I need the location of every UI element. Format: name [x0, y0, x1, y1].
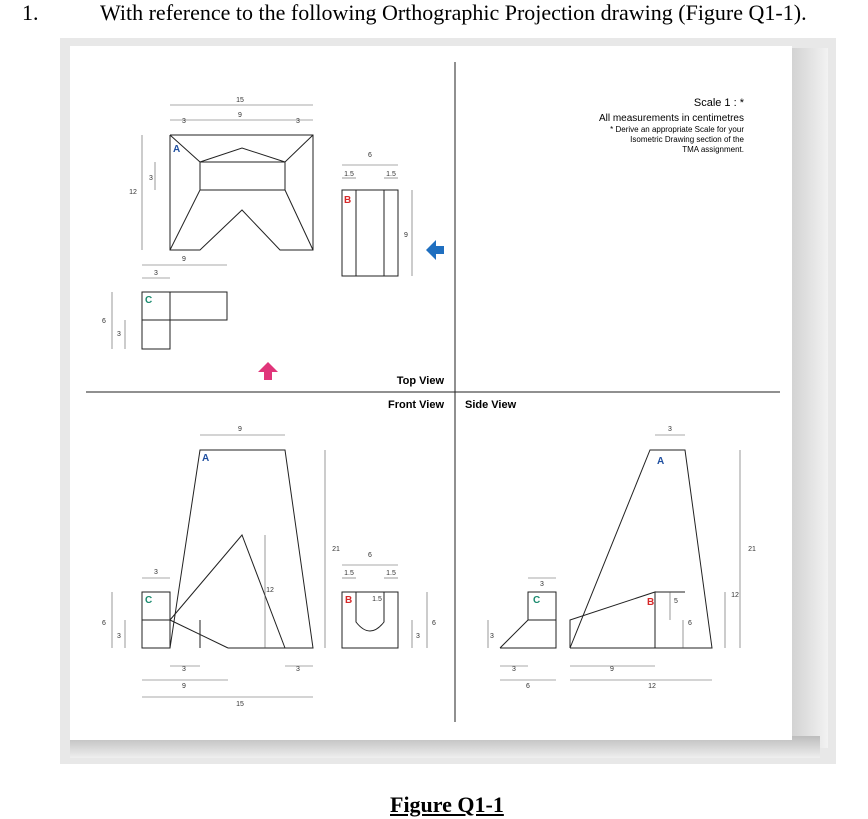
dim-1-5-b-front-left: 1.5 — [344, 570, 354, 577]
dim-3-front-base: 3 — [182, 666, 186, 673]
dim-12-top: 12 — [129, 189, 137, 196]
dim-3-c-top: 3 — [154, 270, 158, 277]
label-a-top: A — [173, 144, 181, 155]
front-view-label: Front View — [387, 399, 444, 411]
dim-9-top: 9 — [238, 112, 242, 119]
dim-9-front-base: 9 — [182, 683, 186, 690]
dim-3-side-base: 3 — [512, 666, 516, 673]
dim-5-side: 5 — [674, 598, 678, 605]
scale-label: Scale 1 : * — [693, 97, 744, 109]
dim-6-b-front: 6 — [368, 552, 372, 559]
dim-3-side-top: 3 — [668, 426, 672, 433]
side-view-label: Side View — [465, 399, 517, 411]
dim-12-front: 12 — [266, 587, 274, 594]
side-view — [500, 450, 712, 648]
dim-6-b-top: 6 — [368, 152, 372, 159]
note-line-2: Isometric Drawing section of the — [630, 135, 744, 144]
dim-15-top: 15 — [236, 97, 244, 104]
dim-6-side-v: 6 — [688, 620, 692, 627]
dim-9-side-base: 9 — [610, 666, 614, 673]
dim-9-front: 9 — [238, 426, 242, 433]
dim-12-side: 12 — [731, 592, 739, 599]
dim-1-5-b-top-left: 1.5 — [344, 171, 354, 178]
top-view-label: Top View — [396, 375, 444, 387]
label-b-front: B — [345, 595, 353, 606]
top-view-part-a — [170, 135, 313, 250]
dim-3-top-left: 3 — [182, 118, 186, 125]
dim-6-side-base: 6 — [526, 683, 530, 690]
dim-3-front-right: 3 — [296, 666, 300, 673]
dim-6-c-top: 6 — [102, 318, 106, 325]
dim-3-side-v: 3 — [490, 633, 494, 640]
label-a-front: A — [202, 453, 210, 464]
dim-3-b-front-v: 3 — [416, 633, 420, 640]
arrow-left-blue-icon — [426, 240, 444, 260]
question-number: 1. — [22, 0, 39, 25]
dim-1-5-b-top-right: 1.5 — [386, 171, 396, 178]
label-b-top: B — [344, 195, 352, 206]
dim-3-c-top-v: 3 — [117, 331, 121, 338]
dim-3-top-v: 3 — [149, 175, 153, 182]
label-c-side: C — [533, 595, 541, 606]
label-b-side: B — [647, 597, 655, 608]
dim-3-side-c: 3 — [540, 581, 544, 588]
label-c-front: C — [145, 595, 153, 606]
dim-1-5-b-front-right: 1.5 — [386, 570, 396, 577]
dim-12-side-base: 12 — [648, 683, 656, 690]
top-view-part-c — [142, 292, 227, 349]
dim-6-b-front-v: 6 — [432, 620, 436, 627]
front-view-part-a — [142, 450, 313, 648]
note-line-1: * Derive an appropriate Scale for your — [610, 125, 744, 134]
units-note: All measurements in centimetres — [598, 113, 744, 124]
arrow-up-pink-icon — [258, 362, 278, 380]
question-text: With reference to the following Orthographic Projection drawing (Figure Q1-1). — [100, 0, 807, 25]
note-line-3: TMA assignment. — [682, 145, 744, 154]
dim-3-top-right: 3 — [296, 118, 300, 125]
figure-caption: Figure Q1-1 — [390, 792, 504, 817]
dim-9-b-top: 9 — [404, 232, 408, 239]
label-a-side: A — [657, 456, 665, 467]
dim-15-front: 15 — [236, 701, 244, 708]
dim-6-front-c: 6 — [102, 620, 106, 627]
dim-21-side: 21 — [748, 546, 756, 553]
dim-21-front: 21 — [332, 546, 340, 553]
dim-1-5-b-slot: 1.5 — [372, 596, 382, 603]
dim-9-c-top: 9 — [182, 256, 186, 263]
label-c-top: C — [145, 295, 153, 306]
dim-3-front-c: 3 — [154, 569, 158, 576]
dim-3-front-c-v: 3 — [117, 633, 121, 640]
